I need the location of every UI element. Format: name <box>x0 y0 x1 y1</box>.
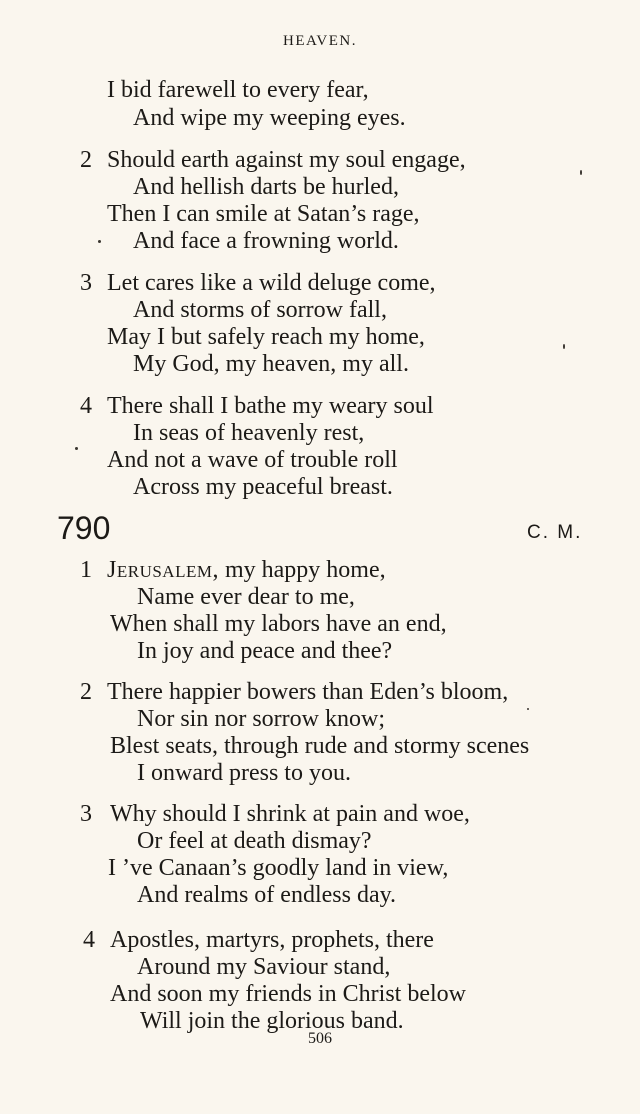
stanza-number: 4 <box>80 393 92 419</box>
verse-line: In joy and peace and thee? <box>137 638 393 664</box>
verse-line: And realms of endless day. <box>137 882 397 908</box>
print-speck <box>527 708 529 710</box>
stanza-number: 3 <box>80 270 92 296</box>
print-speck <box>98 240 101 243</box>
first-word: Jerusalem, <box>107 557 219 583</box>
print-speck <box>580 170 582 175</box>
stanza-number: 3 <box>80 801 92 827</box>
verse-line: I bid farewell to every fear, <box>107 77 369 103</box>
verse-line: Should earth against my soul engage, <box>107 147 466 173</box>
verse-line: Why should I shrink at pain and woe, <box>110 801 470 827</box>
verse-line: Name ever dear to me, <box>137 584 355 610</box>
verse-line: I onward press to you. <box>137 760 351 786</box>
verse-line: May I but safely reach my home, <box>107 324 425 350</box>
stanza-number: 4 <box>83 927 95 953</box>
verse-line-rest: my happy home, <box>218 557 386 583</box>
verse-line: There happier bowers than Eden’s bloom, <box>107 679 509 705</box>
verse-line: And soon my friends in Christ below <box>110 981 466 1007</box>
verse-line: When shall my labors have an end, <box>110 611 447 637</box>
verse-line: Across my peaceful breast. <box>133 474 393 500</box>
print-speck <box>75 447 78 450</box>
verse-line: And not a wave of trouble roll <box>107 447 398 473</box>
verse-line: In seas of heavenly rest, <box>133 420 365 446</box>
meter-label: C. M. <box>527 522 583 543</box>
verse-line: Will join the glorious band. <box>140 1008 404 1034</box>
verse-line: And face a frowning world. <box>133 228 399 254</box>
verse-line: And hellish darts be hurled, <box>133 174 399 200</box>
verse-line: Then I can smile at Satan’s rage, <box>107 201 420 227</box>
verse-line: Apostles, martyrs, prophets, there <box>110 927 434 953</box>
stanza-number: 2 <box>80 147 92 173</box>
verse-line: There shall I bathe my weary soul <box>107 393 434 419</box>
verse-line: Nor sin nor sorrow know; <box>137 706 385 732</box>
hymn-number: 790 <box>57 510 111 546</box>
page-number: 506 <box>308 1030 332 1047</box>
verse-line: Let cares like a wild deluge come, <box>107 270 436 296</box>
verse-line: And wipe my weeping eyes. <box>133 105 406 131</box>
verse-line: Blest seats, through rude and stormy scenes <box>110 733 530 759</box>
stanza-number: 2 <box>80 679 92 705</box>
verse-line: Or feel at death dismay? <box>137 828 372 854</box>
verse-line: I ’ve Canaan’s goodly land in view, <box>108 855 449 881</box>
running-head: HEAVEN. <box>283 33 357 49</box>
stanza-number: 1 <box>80 557 92 583</box>
verse-line: Around my Saviour stand, <box>137 954 391 980</box>
verse-line: My God, my heaven, my all. <box>133 351 409 377</box>
print-speck <box>563 344 565 349</box>
verse-line <box>107 556 386 584</box>
verse-line: And storms of sorrow fall, <box>133 297 387 323</box>
